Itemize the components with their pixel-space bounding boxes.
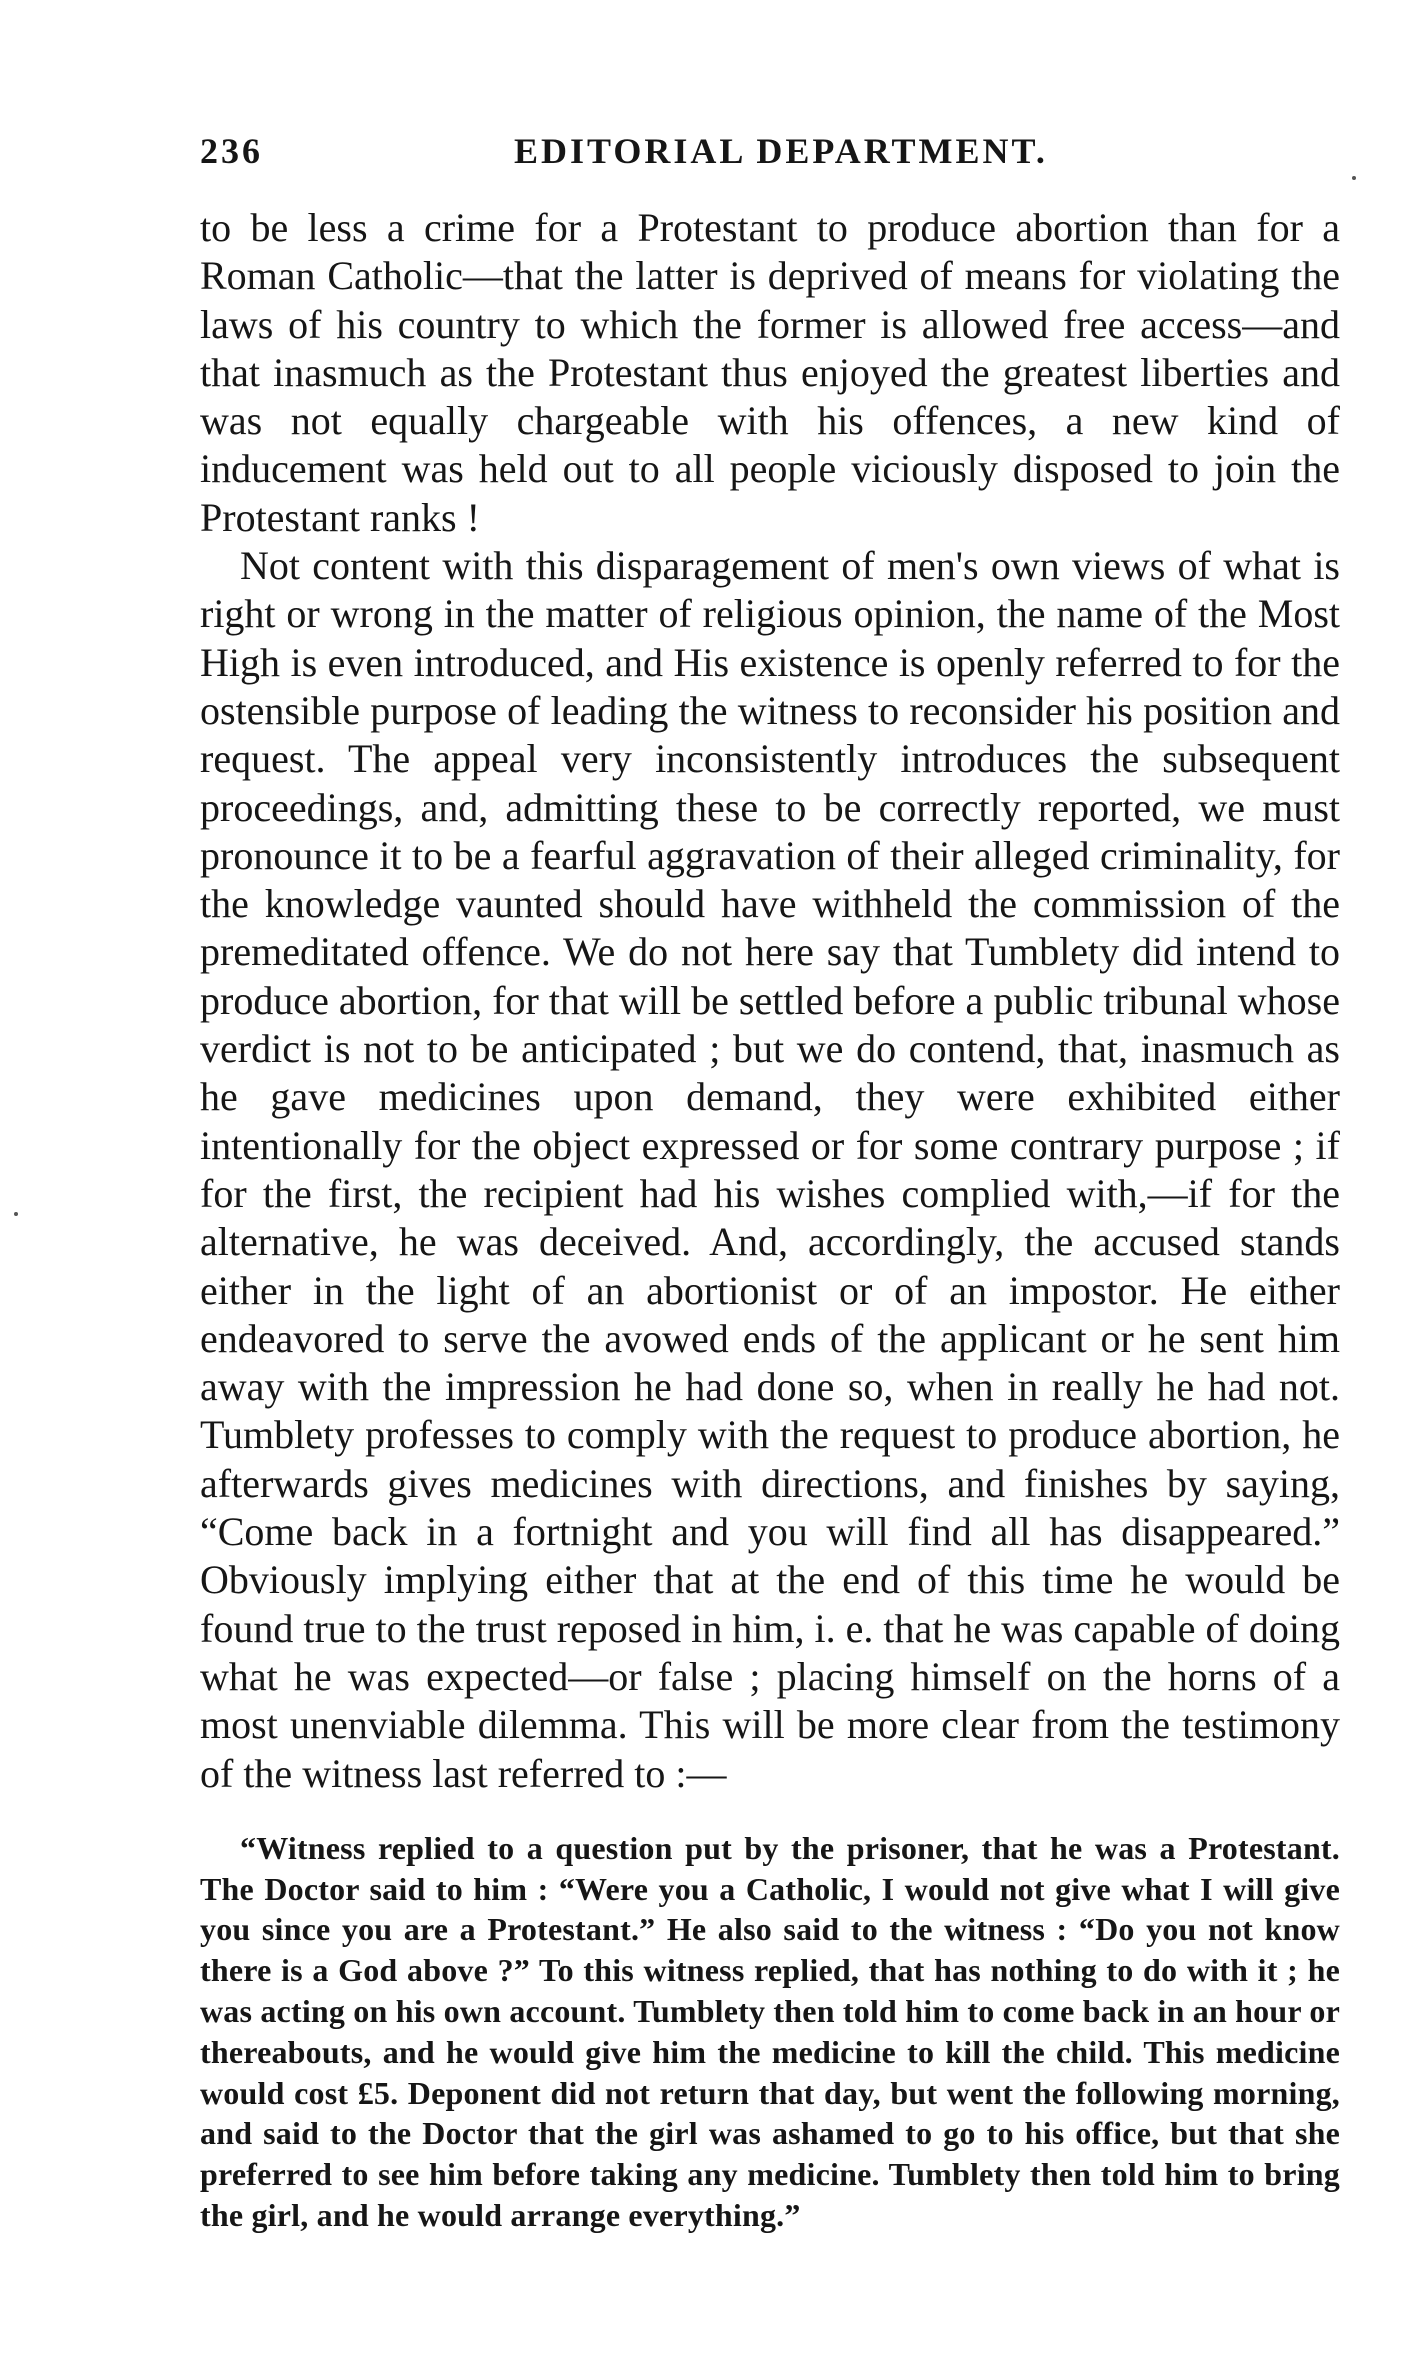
paragraph-continued: to be less a crime for a Protestant to produce abortion than for a Roman Catholic—that the latter is deprived of means for violating the laws of his country to which the former is allowed free access—and that inasmuch as the Protestant thus enjoyed the greatest liberties and was not equally chargeable with his offences, a new kind of inducement was held out to all people viciously disposed to join the Protestant ranks ! <box>200 205 1340 540</box>
running-head <box>200 130 1340 190</box>
page-number: 236 <box>200 131 263 171</box>
scan-speck <box>1352 176 1356 180</box>
body-text <box>200 204 1340 1798</box>
scan-speck <box>14 1212 18 1216</box>
running-title: EDITORIAL DEPARTMENT. <box>514 131 1048 171</box>
paragraph-main: Not content with this disparagement of men's own views of what is right or wrong in the matter of religious opinion, the name of the Most High is even introduced, and His existence is openly referred to for the ostensible purpose of leading the witness to reconsider his position and request. The appeal very inconsistently introduces the subsequent proceedings, and, admitting these to be correctly reported, we must pronounce it to be a fearful aggravation of their alleged criminality, for the knowledge vaunted should have withheld the commission of the premeditated offence. We do not here say that Tumblety did intend to produce abortion, for that will be settled before a public tribunal whose verdict is not to be anticipated ; but we do contend, that, inasmuch as he gave medicines upon demand, they were exhibited either intentionally for the object expressed or for some contrary purpose ; if for the first, the recipient had his wishes complied with,—if for the alternative, he was deceived. And, accordingly, the accused stands either in the light of an abortionist or of an impostor. He either endeavored to serve the avowed ends of the applicant or he sent him away with the impression he had done so, when in really he had not. Tumblety professes to comply with the request to produce abortion, he afterwards gives medicines with directions, and finishes by saying, “Come back in a fortnight and you will find all has disappeared.” Obviously implying either that at the end of this time he would be found true to the trust reposed in him, i. e. that he was capable of doing what he was expected—or false ; placing himself on the horns of a most unenviable dilemma. This will be more clear from the testimony of the witness last referred to :— <box>200 543 1340 1796</box>
testimony-quote <box>200 1828 1340 2236</box>
quote-text: “Witness replied to a question put by the prisoner, that he was a Protestant. The Doctor said to him : “Were you a Catholic, I would not give what I will give you since you are a Protestant.” He also said to the witness : “Do you not know there is a God above ?” To this witness replied, that has nothing to do with it ; he was acting on his own account. Tumblety then told him to come back in an hour or thereabouts, and he would give him the medicine to kill the child. This medicine would cost £5. Deponent did not return that day, but went the following morning, and said to the Doctor that the girl was ashamed to go to his office, but that she preferred to see him before taking any medicine. Tumblety then told him to bring the girl, and he would arrange everything.” <box>200 1829 1340 2233</box>
